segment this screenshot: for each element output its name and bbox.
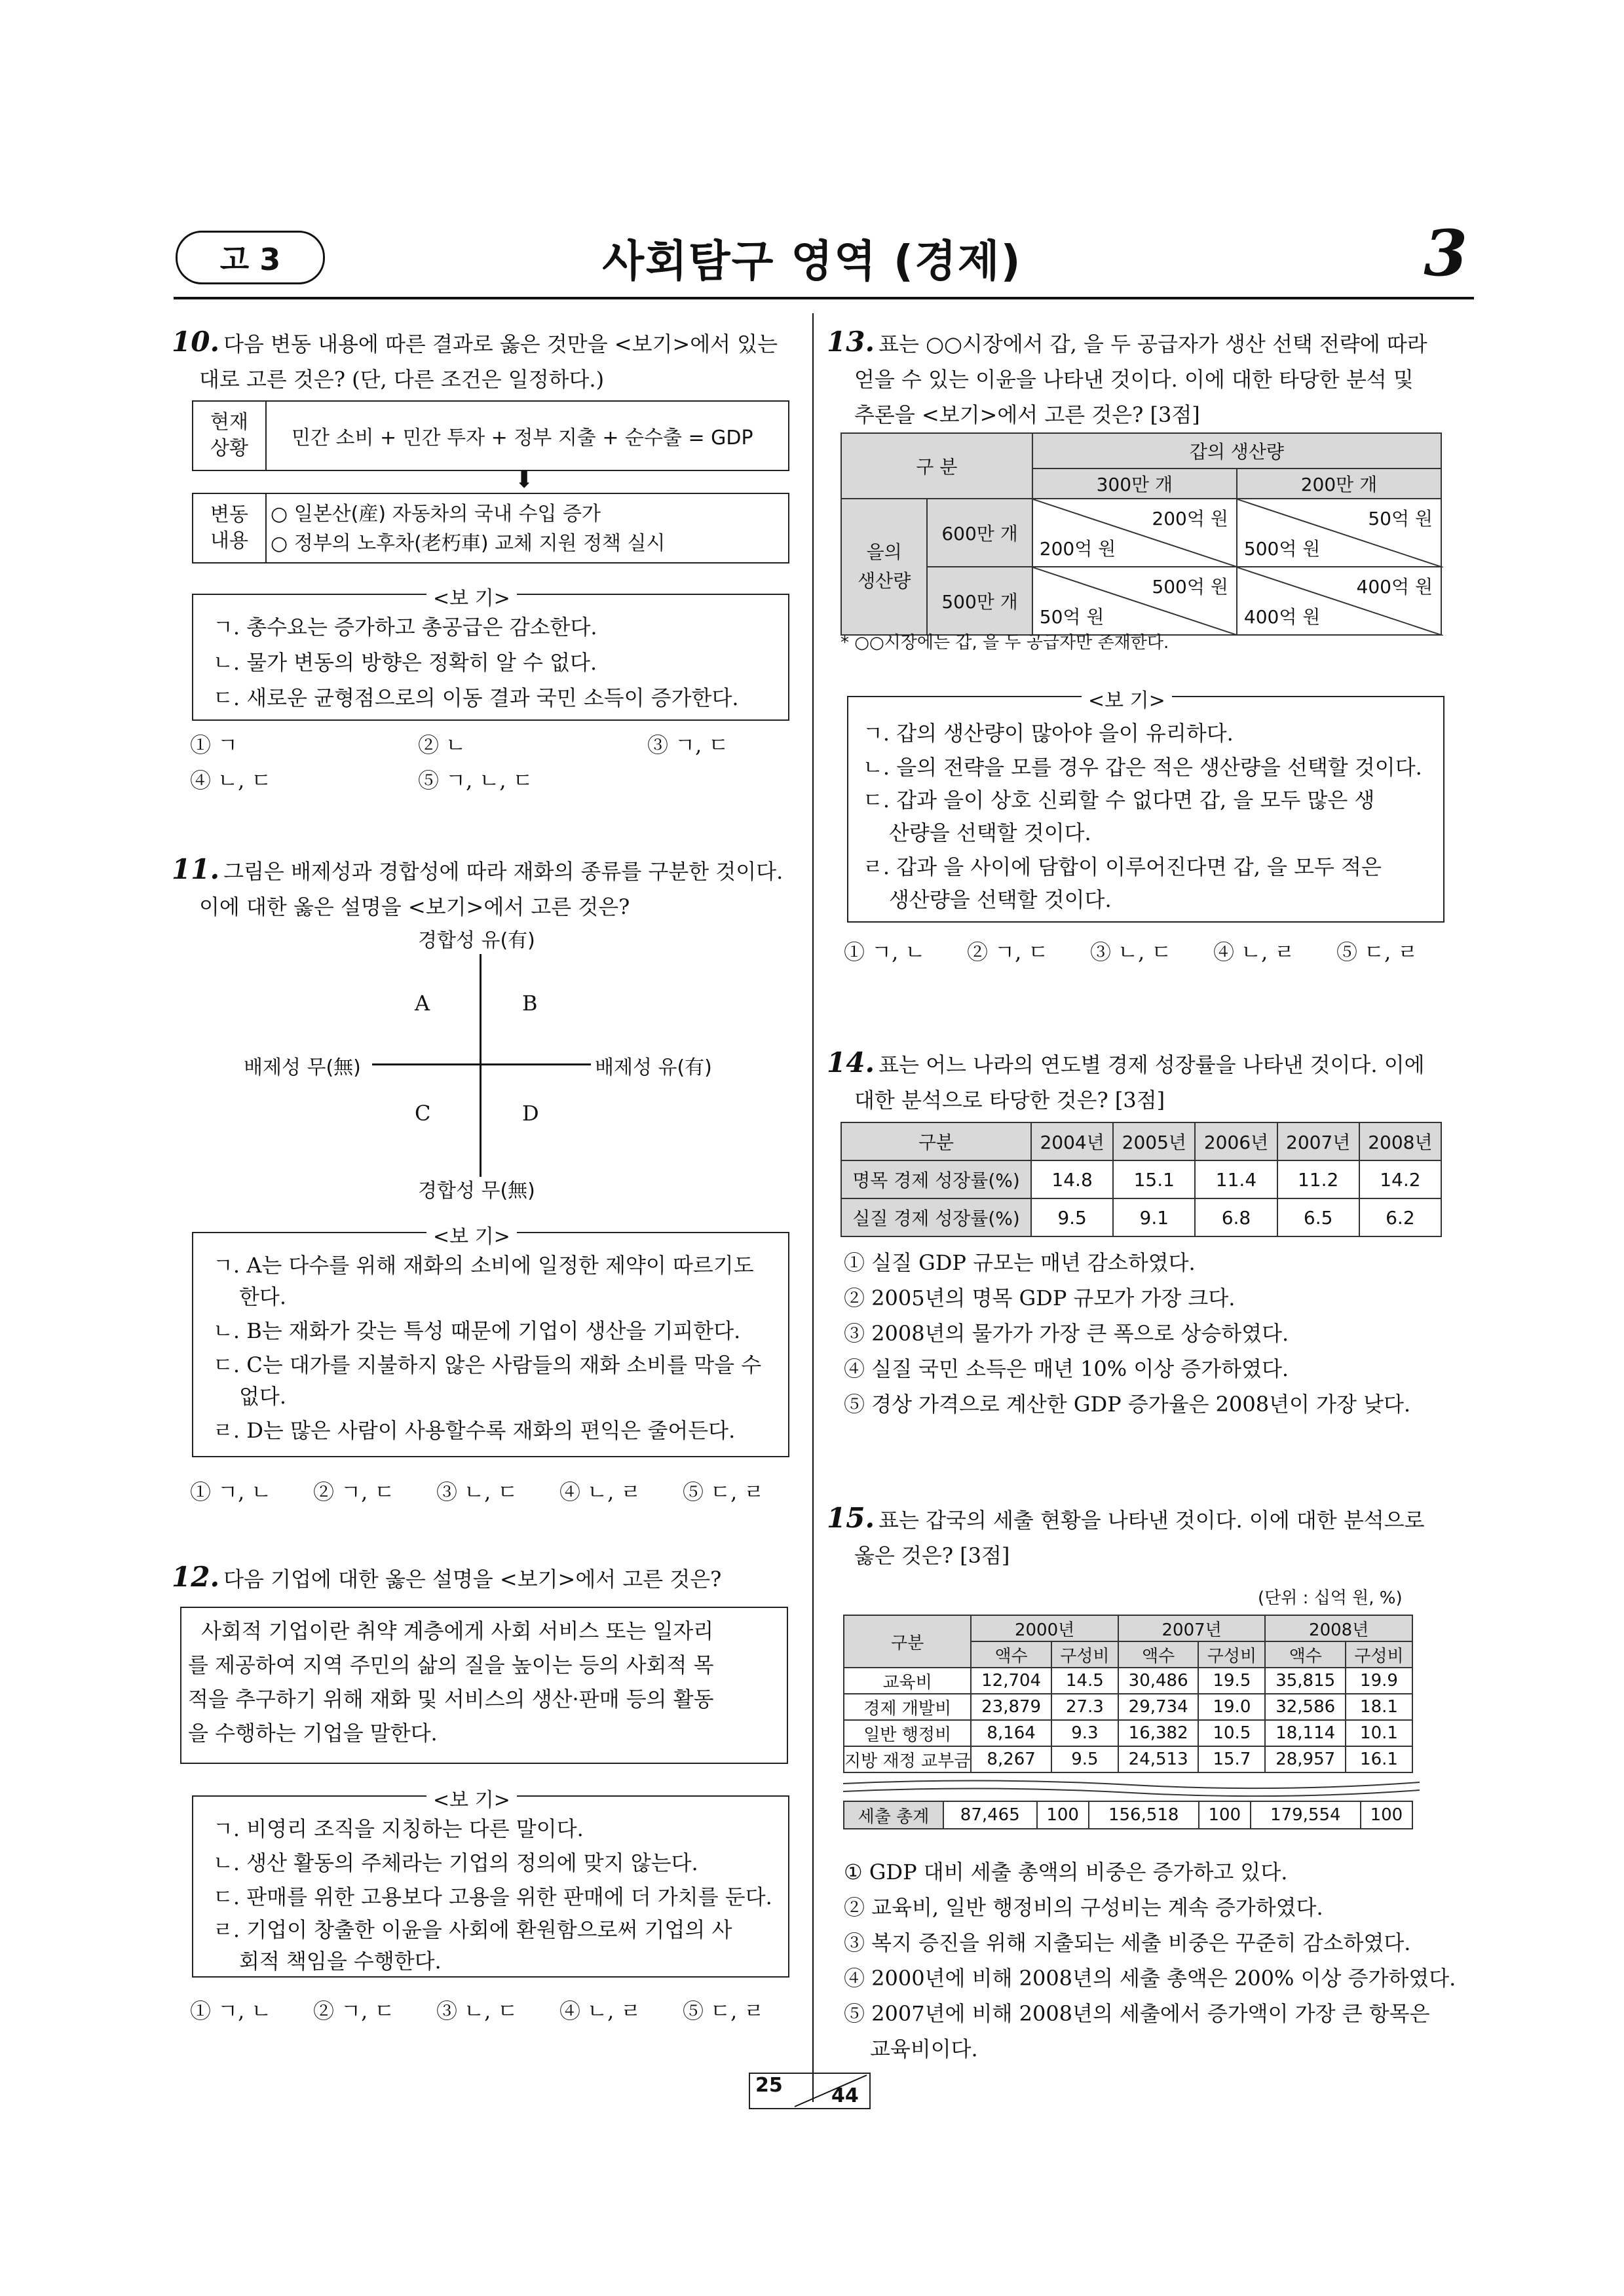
col-group-header: 갑의 생산량: [1032, 433, 1441, 469]
table-cell: 23,879: [971, 1694, 1051, 1720]
table-row: [844, 1720, 1412, 1746]
table-cell: 100: [1361, 1801, 1412, 1829]
q14-stem: [827, 1045, 1425, 1118]
option-1[interactable]: ① ㄱ, ㄴ: [844, 940, 926, 965]
table-row: [841, 1198, 1441, 1236]
option-5[interactable]: ⑤ ㄱ, ㄴ, ㄷ: [418, 768, 533, 793]
label-line: 변동: [210, 503, 248, 526]
col-header: 구분: [841, 1122, 1031, 1160]
option-5-cont: 교육비이다.: [870, 2037, 978, 2061]
axis-label-right: 배제성 유(有): [595, 1056, 712, 1079]
passage-line: 적을 추구하기 위해 재화 및 서비스의 생산·판매 등의 활동: [188, 1687, 714, 1712]
q13-note: * ○○시장에는 갑, 을 두 공급자만 존재한다.: [840, 633, 1169, 653]
change-item: ○ 일본산(産) 자동차의 국내 수입 증가: [271, 503, 601, 526]
table-cell: 6.8: [1195, 1198, 1277, 1236]
q13-stem: [827, 324, 1427, 432]
table-cell: 14.5: [1051, 1668, 1118, 1694]
option-5[interactable]: ⑤ 경상 가격으로 계산한 GDP 증가율은 2008년이 가장 낮다.: [844, 1392, 1411, 1417]
table-cell: 16,382: [1118, 1720, 1199, 1746]
option-2[interactable]: ② ㄱ, ㄷ: [313, 1999, 395, 2023]
option-3[interactable]: ③ ㄱ, ㄷ: [647, 733, 729, 757]
table-cell: 179,554: [1251, 1801, 1361, 1829]
option-1[interactable]: ① 실질 GDP 규모는 매년 감소하였다.: [844, 1250, 1196, 1275]
table-cell: 19.0: [1198, 1694, 1265, 1720]
row-header: 교육비: [844, 1668, 971, 1694]
q10-current-box: [192, 400, 789, 471]
row-header: 실질 경제 성장률(%): [841, 1198, 1031, 1236]
q11-stem-line: 이에 대한 옳은 설명을 <보기>에서 고른 것은?: [199, 894, 630, 919]
col-header: 2008년: [1359, 1122, 1441, 1160]
q14-number: 14.: [827, 1046, 875, 1079]
section-page-number: 3: [1424, 216, 1467, 290]
table-cell: 9.1: [1113, 1198, 1195, 1236]
option-3[interactable]: ③ 복지 증진을 위해 지출되는 세출 비중은 꾸준히 감소하였다.: [844, 1930, 1411, 1955]
q13-bogi-box: [847, 689, 1445, 923]
option-4[interactable]: ④ ㄴ, ㄹ: [559, 1999, 641, 2023]
col-header: 2007년: [1277, 1122, 1359, 1160]
vertical-axis: [480, 954, 482, 1177]
row-header: 세출 총계: [844, 1801, 943, 1829]
payoff-cell: [1032, 567, 1237, 635]
q11-stem-line: 그림은 배제성과 경합성에 따라 재화의 종류를 구분한 것이다.: [223, 859, 784, 884]
total-pages: 44: [831, 2084, 859, 2107]
year-header: 2007년: [1118, 1615, 1266, 1641]
quadrant-c: C: [415, 1101, 431, 1126]
option-1[interactable]: ① ㄱ, ㄴ: [190, 1999, 272, 2023]
q10-bogi-box: [192, 587, 789, 721]
q10-stem: [172, 324, 778, 397]
q11-number: 11.: [172, 853, 220, 885]
row-group-label: 을의 생산량: [858, 541, 911, 592]
col-header: 300만 개: [1032, 469, 1237, 499]
table-cell: 9.3: [1051, 1720, 1118, 1746]
table-cell: 156,518: [1089, 1801, 1199, 1829]
q13-number: 13.: [827, 326, 875, 358]
table-cell: 19.5: [1198, 1668, 1265, 1694]
passage-line: 를 제공하여 지역 주민의 삶의 질을 높이는 등의 사회적 목: [188, 1653, 714, 1677]
option-3[interactable]: ③ ㄴ, ㄷ: [436, 1999, 518, 2023]
quadrant-d: D: [522, 1101, 539, 1126]
q15-number: 15.: [827, 1502, 875, 1534]
bogi-title: <보 기>: [426, 1784, 517, 1812]
option-2[interactable]: ② 교육비, 일반 행정비의 구성비는 계속 증가하였다.: [844, 1895, 1323, 1920]
bogi-item: ㄱ. A는 다수를 위해 재화의 소비에 일정한 제약이 따르기도: [213, 1253, 754, 1278]
eul-payoff: 200억 원: [1039, 538, 1116, 560]
q12-number: 12.: [172, 1561, 220, 1593]
table-cell: 15.1: [1113, 1160, 1195, 1198]
option-2[interactable]: ② ㄱ, ㄷ: [313, 1480, 395, 1504]
q11-stem: [172, 852, 783, 925]
bogi-item: ㄹ. D는 많은 사람이 사용할수록 재화의 편익은 줄어든다.: [213, 1418, 736, 1443]
q10-change-items: [271, 499, 666, 558]
table-cell: 9.5: [1051, 1746, 1118, 1772]
q10-stem-line: 대로 고른 것은? (단, 다른 조건은 일정하다.): [199, 367, 605, 392]
q13-stem-line: 추론을 <보기>에서 고른 것은? [3점]: [854, 402, 1200, 427]
table-cell: 24,513: [1118, 1746, 1199, 1772]
table-row: [841, 1160, 1441, 1198]
option-4[interactable]: ④ ㄴ, ㄷ: [190, 768, 272, 793]
eul-payoff: 50억 원: [1039, 606, 1105, 628]
payoff-cell: [1032, 499, 1237, 567]
table-cell: 28,957: [1265, 1746, 1346, 1772]
q12-passage-box: [180, 1607, 788, 1764]
quadrant-a: A: [415, 991, 430, 1016]
q13-payoff-table: [840, 432, 1442, 636]
eul-payoff: 400억 원: [1243, 606, 1321, 628]
q12-stem-line: 다음 기업에 대한 옳은 설명을 <보기>에서 고른 것은?: [223, 1567, 722, 1592]
sub-header: 구성비: [1051, 1641, 1118, 1668]
passage-line: 을 수행하는 기업을 말한다.: [188, 1721, 438, 1746]
q12-bogi-box: [192, 1789, 789, 1978]
option-2[interactable]: ② 2005년의 명목 GDP 규모가 가장 크다.: [844, 1286, 1236, 1311]
table-cell: 18,114: [1265, 1720, 1346, 1746]
bogi-item: ㄷ. 새로운 균형점으로의 이동 결과 국민 소득이 증가한다.: [213, 685, 739, 710]
table-cell: 100: [1037, 1801, 1089, 1829]
year-header: 2000년: [971, 1615, 1118, 1641]
axis-label-top: 경합성 유(有): [418, 929, 535, 952]
option-3[interactable]: ③ ㄴ, ㄷ: [436, 1480, 518, 1504]
q13-stem-line: 표는 ○○시장에서 갑, 을 두 공급자가 생산 선택 전략에 따라: [878, 332, 1427, 356]
row-group-header: [841, 499, 927, 635]
bogi-item: ㄴ. B는 재화가 갖는 특성 때문에 기업이 생산을 기피한다.: [213, 1318, 741, 1343]
header-rule: [174, 297, 1474, 299]
table-cell: 12,704: [971, 1668, 1051, 1694]
bogi-item-cont: 한다.: [239, 1284, 286, 1309]
q10-stem-line: 다음 변동 내용에 따른 결과로 옳은 것만을 <보기>에서 있는: [223, 332, 778, 356]
table-cell: 29,734: [1118, 1694, 1199, 1720]
option-1[interactable]: ① ㄱ, ㄴ: [190, 1480, 272, 1504]
table-cell: 8,164: [971, 1720, 1051, 1746]
column-divider: [812, 313, 814, 2102]
sub-header: 액수: [1118, 1641, 1199, 1668]
q15-options: [844, 1854, 1456, 2067]
table-break-mark: [843, 1777, 1420, 1797]
bogi-item: ㄴ. 생산 활동의 주체라는 기업의 정의에 맞지 않는다.: [213, 1850, 698, 1875]
option-2[interactable]: ② ㄱ, ㄷ: [967, 940, 1049, 965]
q14-stem-line: 대한 분석으로 타당한 것은? [3점]: [854, 1088, 1165, 1113]
option-1[interactable]: ① ㄱ: [190, 733, 238, 757]
bogi-item-cont: 생산량을 선택할 것이다.: [889, 887, 1112, 912]
bogi-item: ㄴ. 물가 변동의 방향은 정확히 알 수 없다.: [213, 650, 597, 675]
q12-stem: [172, 1559, 721, 1597]
sub-header: 구성비: [1198, 1641, 1265, 1668]
sub-header: 액수: [971, 1641, 1051, 1668]
table-row: [844, 1694, 1412, 1720]
gap-payoff: 200억 원: [1152, 508, 1228, 529]
table-cell: 19.9: [1346, 1668, 1412, 1694]
col-header: 2006년: [1195, 1122, 1277, 1160]
col-header: 2005년: [1113, 1122, 1195, 1160]
q10-current-label: [193, 402, 267, 470]
bogi-item-cont: 없다.: [239, 1384, 286, 1409]
table-cell: 10.5: [1198, 1720, 1265, 1746]
bogi-item: ㄱ. 비영리 조직을 지칭하는 다른 말이다.: [213, 1816, 584, 1841]
bogi-item: ㄷ. 갑과 을이 상호 신뢰할 수 없다면 갑, 을 모두 많은 생: [863, 788, 1375, 813]
bogi-item-cont: 회적 책임을 수행한다.: [239, 1949, 442, 1974]
table-cell: 27.3: [1051, 1694, 1118, 1720]
passage-line: 사회적 기업이란 취약 계층에게 사회 서비스 또는 일자리: [201, 1618, 714, 1643]
payoff-cell: [1237, 499, 1441, 567]
q15-stem: [827, 1501, 1425, 1573]
option-4[interactable]: ④ 실질 국민 소득은 매년 10% 이상 증가하였다.: [844, 1356, 1289, 1381]
q15-expenditure-table: [843, 1615, 1413, 1773]
table-cell: 9.5: [1031, 1198, 1113, 1236]
axis-label-left: 배제성 무(無): [244, 1056, 361, 1079]
q10-gdp-equation: 민간 소비 + 민간 투자 + 정부 지출 + 순수출 = GDP: [292, 427, 753, 450]
q15-unit: (단위 : 십억 원, %): [1258, 1588, 1403, 1608]
bogi-title: <보 기>: [426, 1220, 517, 1249]
row-header: 지방 재정 교부금: [844, 1746, 971, 1772]
table-cell: 11.2: [1277, 1160, 1359, 1198]
row-header: 600만 개: [927, 499, 1032, 567]
option-4[interactable]: ④ ㄴ, ㄹ: [1213, 940, 1295, 965]
q15-stem-line: 옳은 것은? [3점]: [854, 1543, 1010, 1568]
table-cell: 100: [1199, 1801, 1251, 1829]
option-2[interactable]: ② ㄴ: [418, 733, 466, 757]
col-header: 200만 개: [1237, 469, 1441, 499]
quadrant-b: B: [522, 991, 538, 1016]
q15-total-row: [843, 1801, 1413, 1829]
bogi-item: ㄷ. 판매를 위한 고용보다 고용을 위한 판매에 더 가치를 둔다.: [213, 1885, 772, 1909]
q13-stem-line: 얻을 수 있는 이윤을 나타낸 것이다. 이에 대한 타당한 분석 및: [854, 367, 1414, 392]
table-cell: 30,486: [1118, 1668, 1199, 1694]
label-line: 현재: [210, 411, 248, 434]
bogi-item: ㄱ. 총수요는 증가하고 총공급은 감소한다.: [213, 615, 597, 640]
q14-stem-line: 표는 어느 나라의 연도별 경제 성장률을 나타낸 것이다. 이에: [878, 1052, 1425, 1077]
table-row: [844, 1668, 1412, 1694]
down-arrow-icon: ⬇: [514, 467, 535, 493]
bogi-title: <보 기>: [1082, 684, 1172, 713]
table-cell: 11.4: [1195, 1160, 1277, 1198]
sub-header: 구성비: [1346, 1641, 1412, 1668]
bogi-item: ㄷ. C는 대가를 지불하지 않은 사람들의 재화 소비를 막을 수: [213, 1352, 762, 1377]
q10-change-label: [193, 494, 267, 562]
table-cell: 87,465: [943, 1801, 1037, 1829]
row-header: 500만 개: [927, 567, 1032, 635]
option-4[interactable]: ④ ㄴ, ㄹ: [559, 1480, 641, 1504]
sub-header: 액수: [1265, 1641, 1346, 1668]
option-3[interactable]: ③ 2008년의 물가가 가장 큰 폭으로 상승하였다.: [844, 1321, 1289, 1346]
table-cell: 32,586: [1265, 1694, 1346, 1720]
row-header: 경제 개발비: [844, 1694, 971, 1720]
q14-options: [844, 1245, 1410, 1422]
gap-payoff: 400억 원: [1356, 576, 1433, 598]
table-cell: 8,267: [971, 1746, 1051, 1772]
gap-payoff: 50억 원: [1368, 508, 1433, 529]
table-cell: 18.1: [1346, 1694, 1412, 1720]
q10-number: 10.: [172, 326, 220, 358]
option-4[interactable]: ④ 2000년에 비해 2008년의 세출 총액은 200% 이상 증가하였다.: [844, 1966, 1456, 1991]
bogi-title: <보 기>: [426, 582, 517, 611]
label-line: 상황: [210, 437, 248, 460]
bogi-item: ㄹ. 갑과 을 사이에 담합이 이루어진다면 갑, 을 모두 적은: [863, 854, 1382, 879]
page-title: 사회탐구 영역 (경제): [602, 236, 1022, 286]
year-header: 2008년: [1265, 1615, 1412, 1641]
label-line: 내용: [210, 529, 248, 552]
table-cell: 6.5: [1277, 1198, 1359, 1236]
eul-payoff: 500억 원: [1243, 538, 1321, 560]
option-5[interactable]: ⑤ ㄷ, ㄹ: [1336, 940, 1418, 965]
q10-change-box: [192, 493, 789, 564]
option-5[interactable]: ⑤ ㄷ, ㄹ: [683, 1999, 765, 2023]
bogi-item: ㄹ. 기업이 창출한 이윤을 사회에 환원함으로써 기업의 사: [213, 1917, 732, 1942]
q15-stem-line: 표는 갑국의 세출 현황을 나타낸 것이다. 이에 대한 분석으로: [878, 1508, 1425, 1533]
table-cell: 15.7: [1198, 1746, 1265, 1772]
current-page: 25: [755, 2074, 783, 2097]
change-item: ○ 정부의 노후차(老朽車) 교체 지원 정책 실시: [271, 532, 666, 555]
table-cell: 16.1: [1346, 1746, 1412, 1772]
table-cell: 6.2: [1359, 1198, 1441, 1236]
row-header: 명목 경제 성장률(%): [841, 1160, 1031, 1198]
table-cell: 35,815: [1265, 1668, 1346, 1694]
col-header: 2004년: [1031, 1122, 1113, 1160]
q11-bogi-box: [192, 1225, 789, 1457]
option-1[interactable]: ① GDP 대비 세출 총액의 비중은 증가하고 있다.: [844, 1860, 1288, 1885]
option-5[interactable]: ⑤ 2007년에 비해 2008년의 세출에서 증가액이 가장 큰 항목은: [844, 2001, 1430, 2026]
option-3[interactable]: ③ ㄴ, ㄷ: [1090, 940, 1172, 965]
bogi-item-cont: 산량을 선택할 것이다.: [889, 820, 1091, 845]
page-counter: [749, 2073, 871, 2109]
payoff-cell: [1237, 567, 1441, 635]
row-header: 일반 행정비: [844, 1720, 971, 1746]
table-row: [844, 1746, 1412, 1772]
horizontal-axis: [372, 1063, 591, 1065]
bogi-item: ㄴ. 을의 전략을 모를 경우 갑은 적은 생산량을 선택할 것이다.: [863, 755, 1422, 780]
table-cell: 10.1: [1346, 1720, 1412, 1746]
table-corner: 구 분: [841, 433, 1032, 499]
axis-label-bottom: 경합성 무(無): [418, 1179, 535, 1202]
bogi-item: ㄱ. 갑의 생산량이 많아야 을이 유리하다.: [863, 721, 1234, 746]
grade-label: 고 3: [219, 242, 281, 277]
gap-payoff: 500억 원: [1152, 576, 1228, 598]
table-cell: 14.2: [1359, 1160, 1441, 1198]
table-corner: 구분: [844, 1615, 971, 1668]
table-cell: 14.8: [1031, 1160, 1113, 1198]
q14-growth-table: [840, 1122, 1442, 1237]
option-5[interactable]: ⑤ ㄷ, ㄹ: [683, 1480, 765, 1504]
